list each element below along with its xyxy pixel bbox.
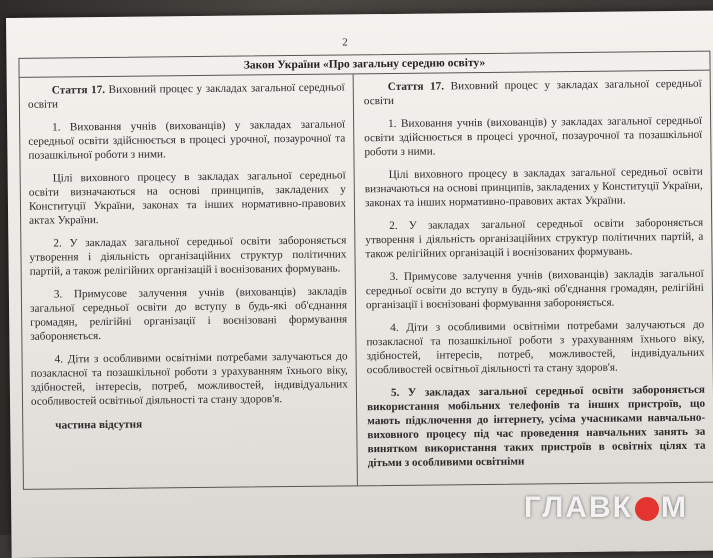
- right-paragraph: 1. Виховання учнів (вихованців) у закладах загальної середньої освіти здійснюється в процесі урочної, позаурочної та позашкільної роботи з ними.: [364, 114, 703, 159]
- logo-dot-icon: [635, 497, 659, 521]
- left-article-heading: Стаття 17. Виховний процес у закладах загальної середньої освіти: [27, 81, 345, 111]
- left-paragraph: 4. Діти з особливими освітніми потребами залучаються до позакласної та позашкільної роботи з урахуванням їхнього віку, здібностей, інтересів, потреб, можливостей, індивідуальних особливостей освітньої діяльності та стану здоров'я.: [30, 350, 348, 408]
- right-article-heading: Стаття 17. Виховний процес у закладах загальної середньої освіти: [363, 77, 702, 108]
- left-paragraph: 1. Виховання учнів (вихованців) у закладах загальної середньої освіти здійснюється в процесі урочної, позаурочної та позашкільної роботи з ними.: [28, 118, 346, 162]
- left-paragraph: Цілі виховного процесу в закладах загальної середньої освіти визначаються на основі принципів, закладених у Конституції України, законах та інших нормативно-правових актах України.: [28, 169, 347, 227]
- document-page: [6, 11, 713, 558]
- right-column: [354, 71, 713, 486]
- comparison-table: [18, 51, 713, 490]
- left-paragraph: 2. У закладах загальної середньої освіти забороняється утворення і діяльність організаційних структур політичних партій, а також релігійних організацій і воєнізованих формувань.: [29, 234, 347, 278]
- right-paragraph: Цілі виховного процесу в закладах загальної середньої освіти визначаються на основі принципів, закладених у Конституції України, законах та інших нормативно-правових актах України.: [364, 165, 703, 210]
- left-paragraph: 3. Примусове залучення учнів (вихованців) закладів загальної середньої освіти до вступу в будь-які об'єднання громадян, релігійні організації і воєнізовані формування забороняється.: [29, 285, 348, 343]
- page-number: 2: [342, 36, 348, 49]
- left-column: [20, 74, 358, 488]
- right-paragraph: 3. Примусове залучення учнів (вихованців) закладів загальної середньої освіти до вступу в будь-які об'єднання громадян, релігійні організації і воєнізовані формування забороняється.: [365, 267, 704, 312]
- right-paragraph: 4. Діти з особливими освітніми потребами залучаються до позакласної та позашкільної роботи з урахуванням їхнього віку, здібностей, інтересів, потреб, можливостей, індивідуальних особливостей освітньої діяльності та стану здоров'я.: [366, 318, 705, 377]
- table-header: Закон України «Про загальну середню освіту»: [19, 52, 709, 78]
- right-paragraph: 2. У закладах загальної середньої освіти забороняється утворення і діяльність організаційних структур політичних партій, а також релігійних організацій і воєнізованих формувань.: [365, 216, 704, 261]
- missing-part-note: частина відсутня: [55, 418, 143, 432]
- watermark-logo: ГЛАВК М: [524, 491, 688, 524]
- added-paragraph: 5. У закладах загальної середньої освіти забороняється використання мобільних телефонів та інших пристроїв, що мають підключення до інтернету, усіма учасниками навчально-виховного процесу під час проведення навчальних занять за винятком використання таких пристроїв в освітніх цілях та дітьми з особливими освітніми: [367, 383, 706, 470]
